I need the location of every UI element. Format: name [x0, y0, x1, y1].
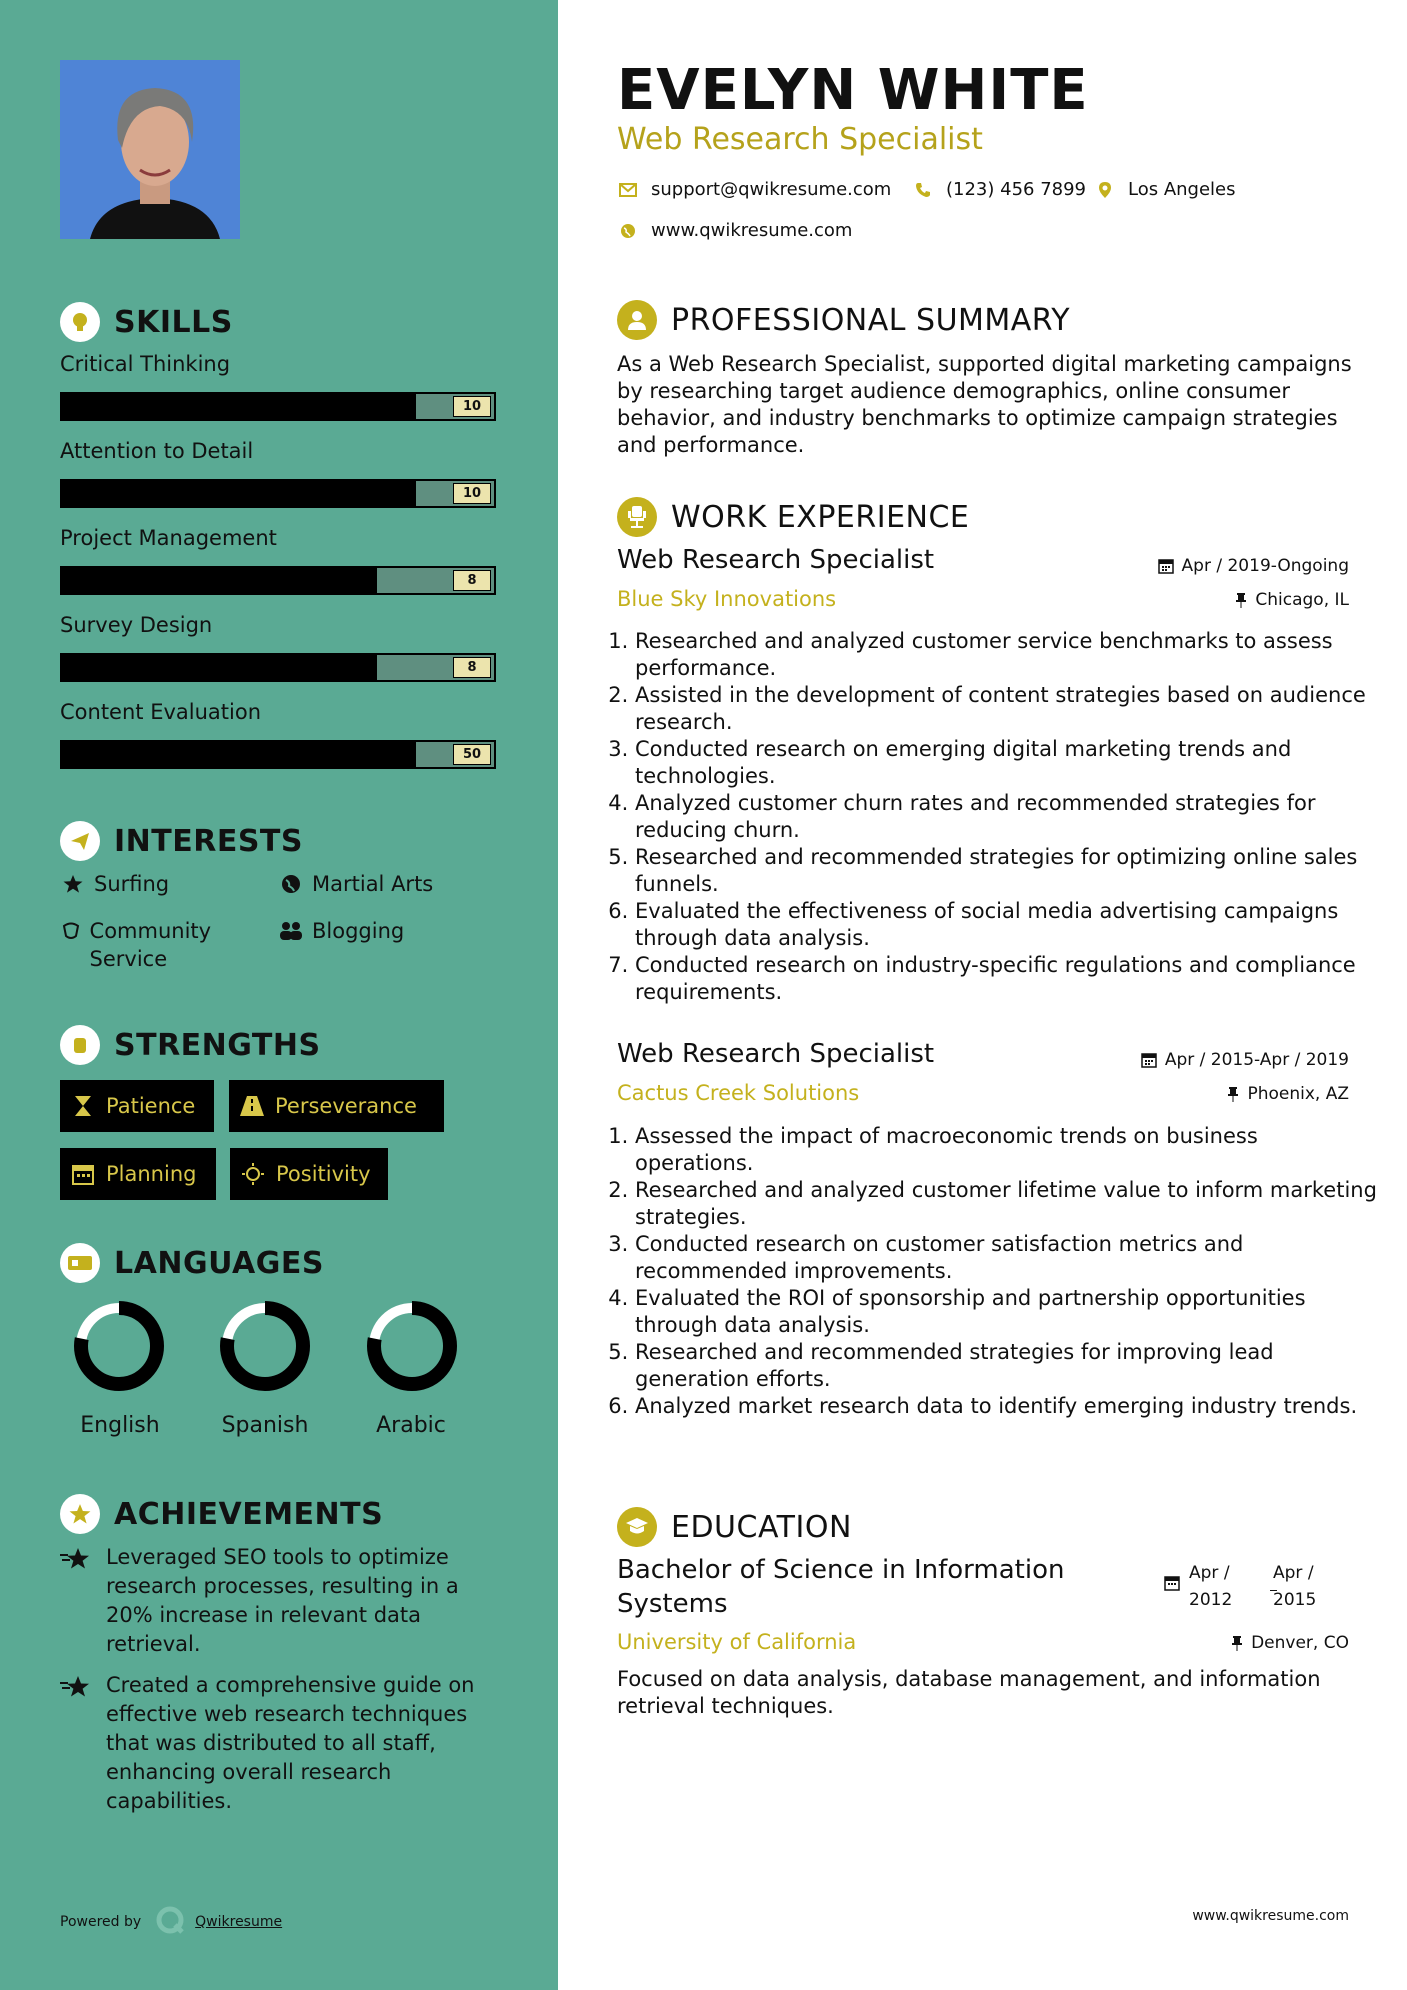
qwikresume-logo-icon — [155, 1905, 185, 1939]
skill-name: Critical Thinking — [60, 352, 231, 376]
education-location-text: Denver, CO — [1251, 1633, 1349, 1653]
skill-bar-fill — [62, 655, 377, 680]
end-date-year: 2015 — [1273, 1590, 1317, 1610]
sun-icon — [240, 1163, 266, 1185]
achievement-star-icon — [60, 1543, 94, 1659]
location-text: Los Angeles — [1128, 179, 1236, 200]
duty-item: 2. Researched and analyzed customer lifetime value to inform marketing strategies. — [635, 1177, 1380, 1231]
duty-item: 5. Researched and recommended strategies for optimizing online sales funnels. — [635, 844, 1380, 898]
job-dates — [1158, 556, 1349, 576]
achievements-heading — [60, 1494, 383, 1534]
skills-heading-text: SKILLS — [114, 304, 233, 340]
achievement-text: Leveraged SEO tools to optimize research processes, resulting in a 20% increase in relevant data retrieval. — [106, 1545, 459, 1656]
road-icon — [239, 1096, 265, 1116]
calendar-icon — [1164, 1575, 1180, 1595]
phone-text: (123) 456 7899 — [946, 179, 1087, 200]
interests-heading-text: INTERESTS — [114, 823, 303, 859]
interest-item — [60, 917, 260, 973]
strength-tag — [230, 1148, 388, 1200]
profile-photo — [60, 60, 240, 239]
graduation-icon — [617, 1507, 657, 1547]
job-title: Web Research Specialist — [617, 1039, 935, 1069]
strength-label: Planning — [106, 1162, 197, 1186]
education-description: Focused on data analysis, database management, and information retrieval techniques. — [617, 1667, 1321, 1718]
company-name: Cactus Creek Solutions — [617, 1081, 860, 1105]
duty-item: 3. Conducted research on customer satisfaction metrics and recommended improvements. — [635, 1231, 1380, 1285]
duty-item: 2. Assisted in the development of content strategies based on audience research. — [635, 682, 1380, 736]
job-dates — [1141, 1050, 1349, 1070]
envelope-icon — [617, 183, 639, 197]
language-name: Arabic — [376, 1413, 446, 1438]
strength-label: Positivity — [276, 1162, 371, 1186]
hourglass-icon — [70, 1095, 96, 1117]
website-contact[interactable] — [617, 220, 852, 241]
skill-level: 10 — [453, 483, 491, 504]
education-start-date — [1189, 1560, 1232, 1614]
strength-tag — [229, 1080, 444, 1132]
skill-name: Content Evaluation — [60, 700, 261, 724]
education-end-date — [1273, 1560, 1316, 1614]
school-name: University of California — [617, 1630, 857, 1654]
strengths-heading — [60, 1025, 321, 1065]
interests-heading — [60, 821, 303, 861]
skill-name: Attention to Detail — [60, 439, 254, 463]
paper-plane-icon — [60, 821, 100, 861]
achievement-item — [60, 1671, 500, 1816]
job-duties-list — [617, 628, 1380, 1006]
end-date-month: Apr / — [1273, 1563, 1314, 1583]
job-location — [1227, 1084, 1349, 1104]
skill-bar — [60, 740, 496, 769]
skill-name: Survey Design — [60, 613, 213, 637]
interest-label: Blogging — [312, 919, 405, 943]
start-date-month: Apr / — [1189, 1563, 1230, 1583]
interest-label: Martial Arts — [312, 872, 434, 896]
duty-item: 1. Assessed the impact of macroeconomic trends on business operations. — [635, 1123, 1380, 1177]
summary-heading-text: PROFESSIONAL SUMMARY — [671, 302, 1071, 338]
duty-item: 5. Researched and recommended strategies for improving lead generation efforts. — [635, 1339, 1380, 1393]
start-date-year: 2012 — [1189, 1590, 1233, 1610]
map-pin-icon — [1094, 181, 1116, 199]
star-icon — [60, 870, 86, 894]
achievements-heading-text: ACHIEVEMENTS — [114, 1496, 384, 1532]
language-ring — [364, 1298, 460, 1394]
candidate-title: Web Research Specialist — [617, 122, 983, 157]
strength-tag — [60, 1080, 214, 1132]
interest-item — [60, 870, 169, 898]
education-heading — [617, 1507, 852, 1547]
star-badge-icon — [60, 1494, 100, 1534]
calendar-icon — [70, 1163, 96, 1185]
duty-item: 1. Researched and analyzed customer service benchmarks to assess performance. — [635, 628, 1380, 682]
skill-name: Project Management — [60, 526, 277, 550]
summary-text: As a Web Research Specialist, supported digital marketing campaigns by researching target audience demographics, online consumer behavior, and industry benchmarks to optimize campaign strategies and performance. — [617, 352, 1352, 457]
user-icon — [617, 300, 657, 340]
skill-bar — [60, 566, 496, 595]
summary-heading — [617, 300, 1070, 340]
pushpin-icon — [1231, 1635, 1243, 1651]
language-card-icon — [60, 1243, 100, 1283]
duty-item: 3. Conducted research on emerging digital marketing trends and technologies. — [635, 736, 1380, 790]
qwikresume-link[interactable]: Qwikresume — [195, 1914, 283, 1930]
powered-by-label: Powered by — [60, 1914, 142, 1930]
phone-contact[interactable] — [912, 179, 1086, 200]
skill-bar — [60, 392, 496, 421]
job-dates-text: Apr / 2015-Apr / 2019 — [1164, 1050, 1349, 1070]
skill-bar-fill — [62, 742, 416, 767]
strength-label: Perseverance — [275, 1094, 417, 1118]
strength-label: Patience — [106, 1094, 196, 1118]
duty-item: 4. Analyzed customer churn rates and recommended strategies for reducing churn. — [635, 790, 1380, 844]
interest-item — [278, 870, 433, 898]
language-ring — [71, 1298, 167, 1394]
company-name: Blue Sky Innovations — [617, 587, 837, 611]
candidate-name: EVELYN WHITE — [617, 58, 1089, 123]
globe-icon — [278, 870, 304, 894]
skill-bar-fill — [62, 394, 416, 419]
languages-heading-text: LANGUAGES — [114, 1245, 324, 1281]
duty-item: 7. Conducted research on industry-specific regulations and compliance requirements. — [635, 952, 1380, 1006]
email-text: support@qwikresume.com — [651, 179, 892, 200]
hand-icon — [60, 917, 82, 941]
language-name: English — [80, 1413, 160, 1438]
phone-icon — [912, 182, 934, 198]
skill-bar — [60, 653, 496, 682]
achievement-text: Created a comprehensive guide on effective web research techniques that was distributed to all staff, enhancing overall research capabilities. — [106, 1673, 475, 1813]
interest-item — [278, 917, 404, 945]
education-location — [1231, 1633, 1349, 1653]
location-contact — [1094, 179, 1236, 200]
skill-level: 10 — [453, 396, 491, 417]
duty-item: 6. Analyzed market research data to identify emerging industry trends. — [635, 1393, 1380, 1420]
strengths-heading-text: STRENGTHS — [114, 1027, 321, 1063]
job-location-text: Chicago, IL — [1255, 590, 1349, 610]
skill-bar — [60, 479, 496, 508]
pushpin-icon — [1227, 1086, 1239, 1102]
globe-icon — [617, 223, 639, 239]
pushpin-icon — [1235, 592, 1247, 608]
interest-label: Surfing — [94, 872, 170, 896]
fist-icon — [60, 1025, 100, 1065]
achievement-star-icon — [60, 1671, 94, 1816]
experience-heading-text: WORK EXPERIENCE — [671, 499, 970, 535]
skill-bar-fill — [62, 568, 377, 593]
strength-tag — [60, 1148, 216, 1200]
degree-line: Systems — [617, 1589, 728, 1619]
office-chair-icon — [617, 497, 657, 537]
job-dates-text: Apr / 2019-Ongoing — [1181, 556, 1349, 576]
calendar-icon — [1158, 558, 1174, 574]
duty-item: 4. Evaluated the ROI of sponsorship and partnership opportunities through data analysis. — [635, 1285, 1380, 1339]
skill-level: 50 — [453, 744, 491, 765]
website-text: www.qwikresume.com — [651, 220, 853, 241]
language-chart — [357, 1298, 467, 1398]
skill-level: 8 — [453, 657, 491, 678]
experience-heading — [617, 497, 969, 537]
interest-label: Community Service — [89, 919, 212, 971]
job-location — [1235, 590, 1349, 610]
skill-bar-fill — [62, 481, 416, 506]
language-name: Spanish — [221, 1413, 309, 1438]
calendar-icon — [1141, 1052, 1157, 1068]
lightbulb-icon — [60, 302, 100, 342]
sidebar — [0, 0, 558, 1990]
footer-url[interactable]: www.qwikresume.com — [1192, 1908, 1349, 1924]
achievement-item — [60, 1543, 500, 1659]
degree-line: Bachelor of Science in Information — [617, 1555, 1065, 1585]
language-ring — [217, 1298, 313, 1394]
language-chart — [210, 1298, 320, 1398]
job-location-text: Phoenix, AZ — [1247, 1084, 1349, 1104]
skill-level: 8 — [453, 570, 491, 591]
job-duties-list — [617, 1123, 1380, 1420]
job-title: Web Research Specialist — [617, 545, 935, 575]
email-contact[interactable] — [617, 179, 891, 200]
language-chart — [64, 1298, 174, 1398]
powered-by — [60, 1905, 282, 1939]
users-icon — [278, 917, 304, 941]
languages-heading — [60, 1243, 324, 1283]
skills-heading — [60, 302, 233, 342]
duty-item: 6. Evaluated the effectiveness of social media advertising campaigns through data analysis. — [635, 898, 1380, 952]
education-heading-text: EDUCATION — [671, 1509, 852, 1545]
